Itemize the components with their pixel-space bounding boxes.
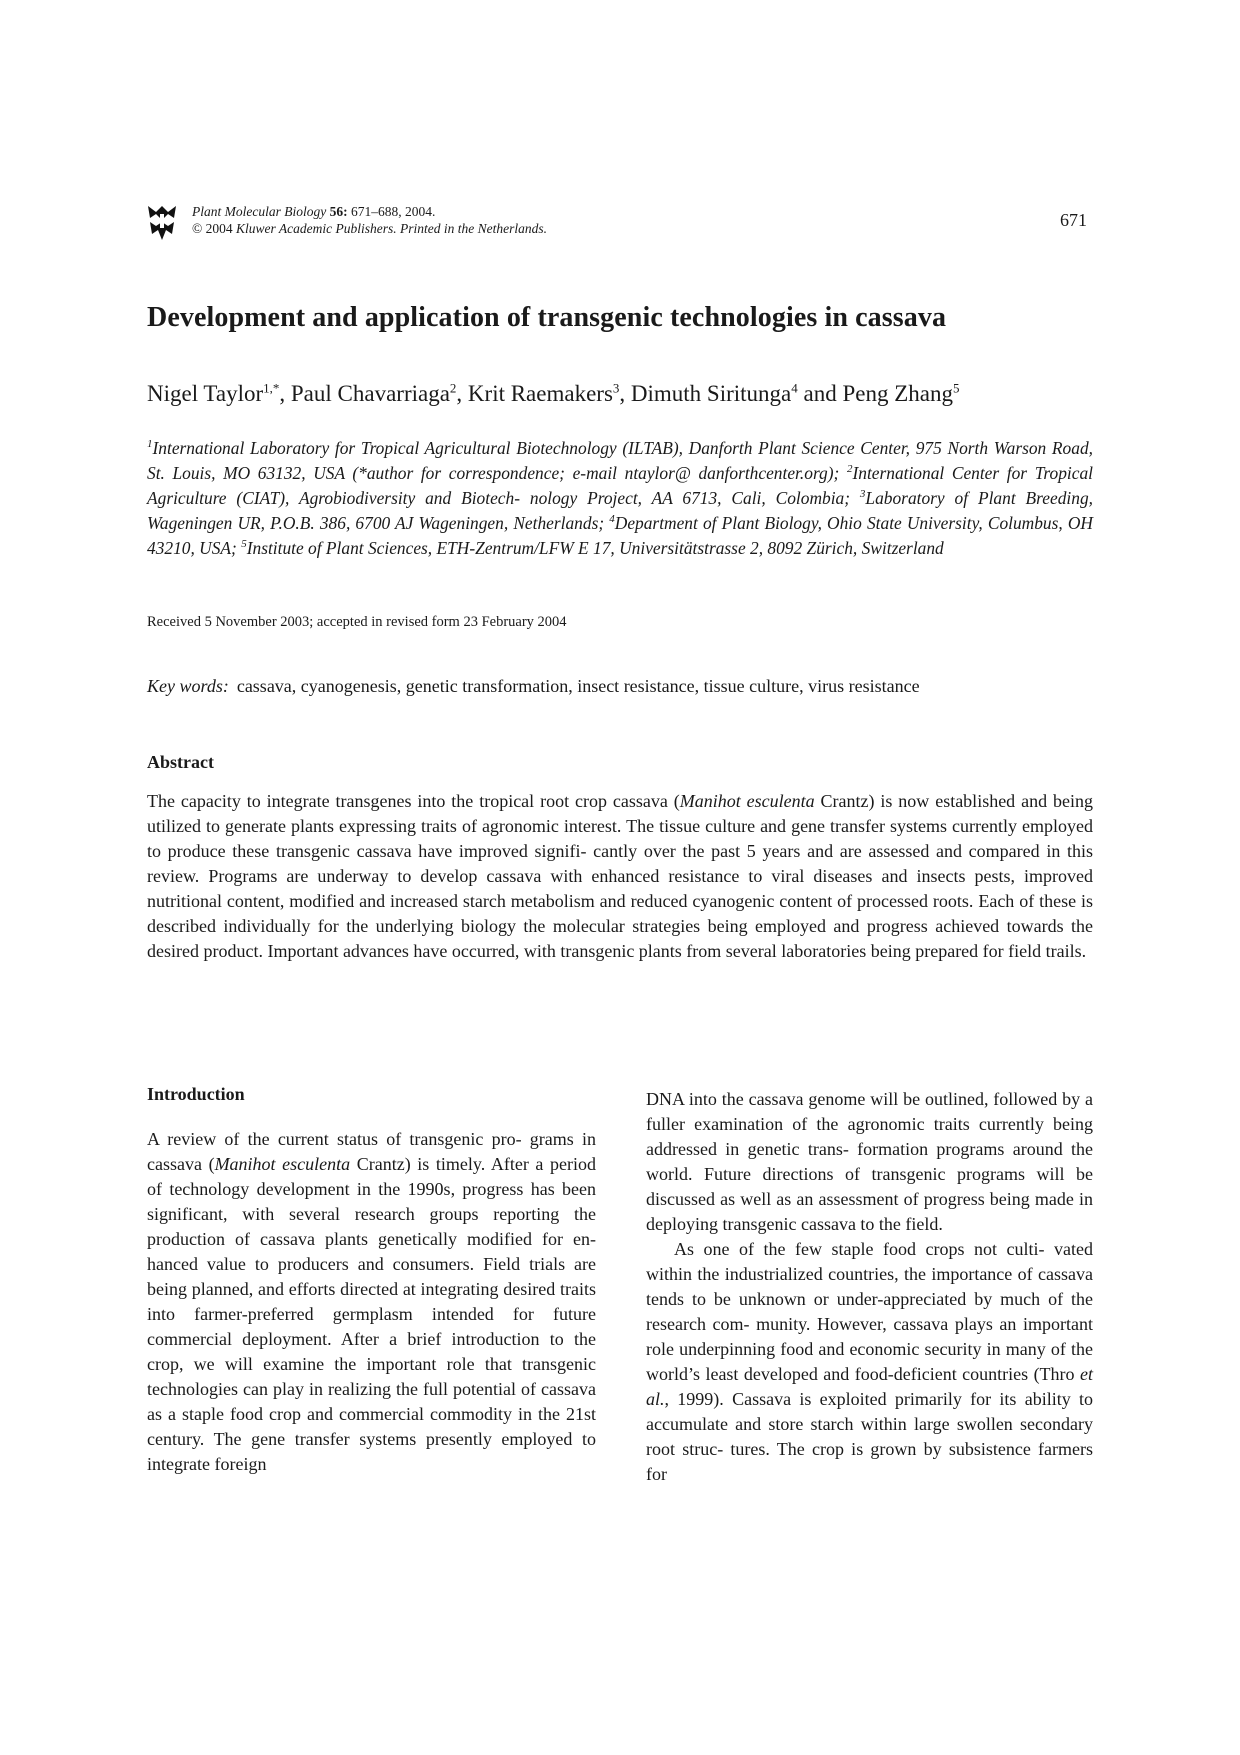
author-list bbox=[147, 380, 1093, 408]
introduction-left-column bbox=[147, 1127, 596, 1477]
introduction-heading: Introduction bbox=[147, 1084, 245, 1104]
affiliation-sup: 3 bbox=[859, 488, 866, 501]
keywords-text: cassava, cyanogenesis, genetic transformation, insect resistance, tissue culture, virus resistance bbox=[236, 676, 920, 696]
author-affiliation-sup: 4 bbox=[791, 380, 798, 396]
affiliation-sup: 5 bbox=[241, 538, 247, 551]
abstract-body bbox=[147, 789, 1093, 964]
intro-citation-etal: et al. bbox=[646, 1364, 1093, 1409]
intro-text: Crantz) is timely. After a period of technology development in the 1990s, progress has been significant, with several research groups reporting the production of cassava plants genetically modified for en- hanced value to producers and consumers. Field trials are being planned, and efforts directed at integrating desired traits into farmer-preferred germplasm intended for future commercial deployment. After a brief introduction to the crop, we will examine the important role that transgenic technologies can play in realizing the full potential of cassava as a staple food crop and commercial commodity in the 21st century. The gene transfer systems presently employed to integrate foreign bbox=[147, 1154, 596, 1474]
affiliation-text: Institute of Plant Sciences, ETH-Zentrum/LFW E 17, Universitätstrasse 2, 8092 Zürich, Switzerland bbox=[246, 538, 944, 558]
abstract-species: Manihot esculenta bbox=[679, 791, 815, 811]
journal-volume: 56: bbox=[329, 204, 348, 219]
affiliation-text: International Center for Tropical Agriculture (CIAT), Agrobiodiversity and Biotech- nology Project, AA 6713, Cali, Colombia; bbox=[147, 463, 1093, 508]
keywords bbox=[147, 676, 1093, 697]
author-affiliation-sup: 1,* bbox=[263, 380, 280, 396]
copyright-year: 2004 bbox=[205, 221, 233, 236]
journal-citation bbox=[192, 203, 547, 237]
author-separator: and bbox=[797, 381, 843, 406]
keywords-label: Key words: bbox=[147, 676, 229, 696]
affiliations bbox=[147, 436, 1093, 561]
abstract-heading: Abstract bbox=[147, 752, 214, 772]
affiliation-text: Department of Plant Biology, Ohio State University, Columbus, OH 43210, USA; bbox=[147, 513, 1093, 558]
intro-text: A review of the current status of transgenic pro- grams in cassava ( bbox=[147, 1129, 596, 1174]
copyright-symbol: © bbox=[192, 221, 203, 236]
intro-text: , 1999). Cassava is exploited primarily for its ability to accumulate and store starch within large swollen secondary root struc- tures. The crop is grown by subsistence farmers for bbox=[646, 1389, 1093, 1484]
intro-text: As one of the few staple food crops not culti- vated within the industrialized countries, the importance of cassava tends to be unknown or under-appreciated by much of the research com- munity. However, cassava plays an important role underpinning food and economic security in many of the world’s least developed and food-deficient countries (Thro bbox=[646, 1239, 1093, 1384]
author-separator: , bbox=[619, 381, 631, 406]
affiliation-text: Laboratory of Plant Breeding, Wageningen UR, P.O.B. 386, 6700 AJ Wageningen, Netherlands; bbox=[147, 488, 1093, 533]
affiliation-sup: 2 bbox=[846, 463, 853, 476]
author-name: Krit Raemakers bbox=[467, 381, 613, 406]
received-dates: Received 5 November 2003; accepted in revised form 23 February 2004 bbox=[147, 614, 567, 630]
publisher-logo-icon bbox=[146, 204, 178, 242]
abstract-text: Crantz) is now established and being utilized to generate plants expressing traits of agronomic interest. The tissue culture and gene transfer systems currently employed to produce these transgenic cassava have improved signifi- cantly over the past 5 years and are assessed and compared in this review. Programs are underway to develop cassava with enhanced resistance to viral diseases and insects pests, improved nutritional content, modified and increased starch metabolism and reduced cyanogenic content of processed roots. Each of these is described individually for the underlying biology the molecular strategies being employed and progress achieved towards the desired product. Important advances have occurred, with transgenic plants from several laboratories being prepared for field trails. bbox=[147, 791, 1093, 961]
abstract-text: The capacity to integrate transgenes into the tropical root crop cassava ( bbox=[147, 791, 680, 811]
author-separator: , bbox=[456, 381, 468, 406]
affiliation-sup: 1 bbox=[147, 438, 153, 451]
introduction-right-column bbox=[646, 1087, 1093, 1487]
page-number: 671 bbox=[1060, 210, 1087, 230]
journal-pages-year: 671–688, 2004. bbox=[350, 204, 436, 219]
author-affiliation-sup: 2 bbox=[449, 380, 457, 396]
affiliation-sup: 4 bbox=[609, 513, 615, 526]
paper-title: Development and application of transgenic technologies in cassava bbox=[147, 302, 947, 333]
author-name: Paul Chavarriaga bbox=[290, 381, 450, 406]
affiliation-text: International Laboratory for Tropical Agricultural Biotechnology (ILTAB), Danforth Plant Science Center, 975 North Warson Road, St. Louis, MO 63132, USA (*author for correspondence; e-mail ntaylor@ danforthcenter.org); bbox=[147, 438, 1093, 483]
author-name: Nigel Taylor bbox=[147, 381, 264, 406]
journal-name: Plant Molecular Biology bbox=[192, 204, 327, 219]
intro-species: Manihot esculenta bbox=[214, 1154, 351, 1174]
author-name: Peng Zhang bbox=[842, 381, 954, 406]
intro-paragraph: DNA into the cassava genome will be outlined, followed by a fuller examination of the agronomic traits currently being addressed in genetic trans- formation programs around the world. Future directions of transgenic programs will be discussed as well as an assessment of progress being made in deploying transgenic cassava to the field. bbox=[646, 1089, 1093, 1234]
author-separator: , bbox=[279, 381, 291, 406]
author-affiliation-sup: 5 bbox=[953, 380, 960, 396]
author-affiliation-sup: 3 bbox=[612, 380, 620, 396]
publisher-line: Kluwer Academic Publishers. Printed in the Netherlands. bbox=[236, 221, 547, 236]
intro-paragraph bbox=[646, 1237, 1093, 1487]
author-name: Dimuth Siritunga bbox=[630, 381, 792, 406]
